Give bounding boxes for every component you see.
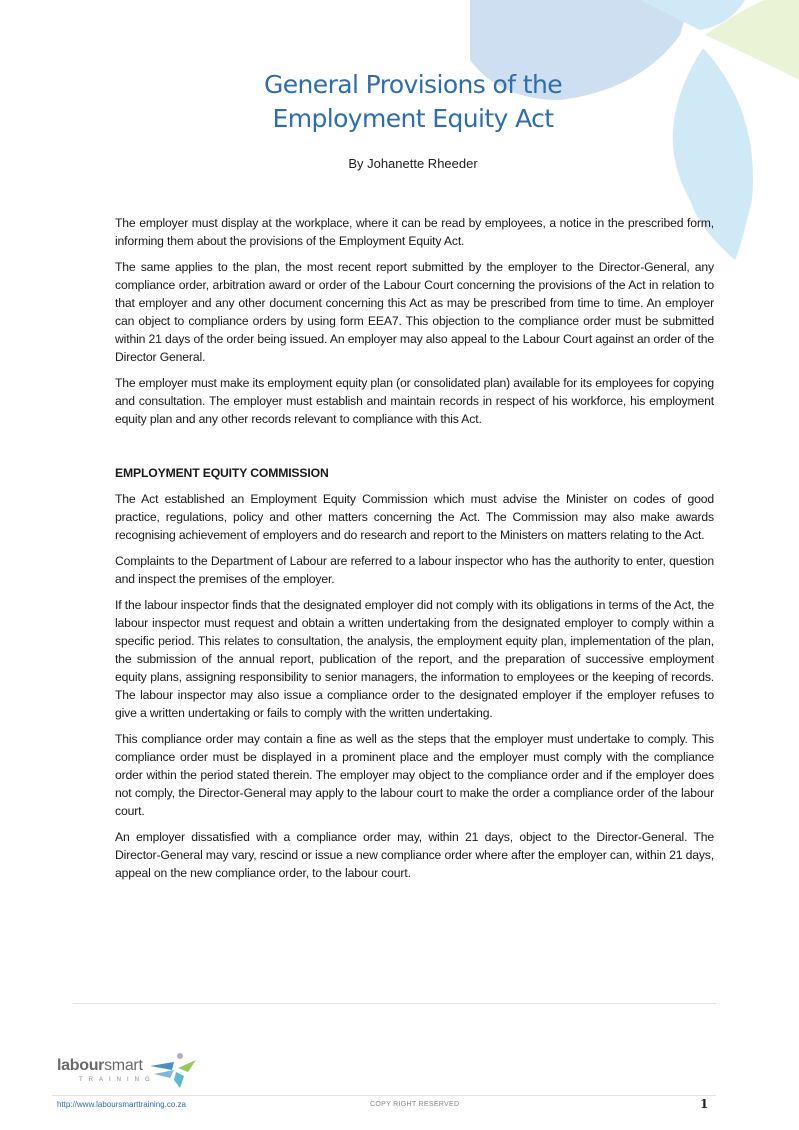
logo-wordmark: [57, 1057, 143, 1075]
laboursmart-logo: [57, 1050, 207, 1090]
document-body: [115, 214, 714, 890]
section-heading: EMPLOYMENT EQUITY COMMISSION: [115, 466, 329, 480]
author-byline: By Johanette Rheeder: [348, 156, 478, 171]
footer-divider-top: [73, 1003, 716, 1004]
page-number: 1: [700, 1097, 709, 1111]
footer-divider-bottom: [52, 1095, 716, 1096]
paragraph: The Act established an Employment Equity Commission which must advise the Minister on codes of good practice, regulations, policy and other matters concerning the Act. The Commission may also make awards recognising achievement of employers and do research and report to the Ministers on matters relating to the Act.: [115, 492, 714, 542]
logo-subtitle: TRAINING: [79, 1077, 156, 1083]
paragraph: Complaints to the Department of Labour are referred to a labour inspector who has the authority to enter, question and inspect the premises of the employer.: [115, 554, 714, 586]
logo-word-light: smart: [104, 1057, 143, 1074]
paragraph: This compliance order may contain a fine as well as the steps that the employer must undertake to comply. This compliance order must be displayed in a prominent place and the employer must comply with the compliance order within the period stated therein. The employer may object to the compliance order and if the employer does not comply, the Director-General may apply to the labour court to make the order a compliance order of the labour court.: [115, 732, 714, 818]
footer-website-link[interactable]: http://www.laboursmarttraining.co.za: [57, 1100, 186, 1109]
title-line-1: General Provisions of the: [263, 70, 563, 99]
paragraph: An employer dissatisfied with a compliance order may, within 21 days, object to the Director-General. The Director-General may vary, rescind or issue a new compliance order where after the employer can, within 21 days, appeal on the new compliance order, to the labour court.: [115, 830, 714, 880]
title-line-2: Employment Equity Act: [272, 104, 554, 133]
footer-copyright: COPY RIGHT RESERVED: [370, 1101, 460, 1108]
paragraph: The same applies to the plan, the most recent report submitted by the employer to the Director-General, any compliance order, arbitration award or order of the Labour Court concerning the provisions of the Act in relation to that employer and any other document concerning this Act as may be prescribed from time to time. An employer can object to compliance orders by using form EEA7. This objection to the compliance order must be submitted within 21 days of the order being issued. An employer may also appeal to the Labour Court against an order of the Director General.: [115, 260, 714, 364]
document-title: [150, 68, 676, 136]
paragraph: If the labour inspector finds that the designated employer did not comply with its obligations in terms of the Act, the labour inspector must request and obtain a written undertaking from the designated employer to comply within a specific period. This relates to consultation, the analysis, the employment equity plan, implementation of the plan, the submission of the annual report, publication of the report, and the preparation of successive employment equity plans, assigning responsibility to senior managers, the information to employees or the keeping of records. The labour inspector may also issue a compliance order to the designated employer if the employer refuses to give a written undertaking or fails to comply with the written undertaking.: [115, 598, 714, 720]
logo-word-bold: labour: [57, 1057, 105, 1074]
paragraph: The employer must make its employment equity plan (or consolidated plan) available for its employees for copying and consultation. The employer must establish and maintain records in respect of his workforce, his employment equity plan and any other records relevant to compliance with this Act.: [115, 376, 714, 426]
paragraph: The employer must display at the workplace, where it can be read by employees, a notice in the prescribed form, informing them about the provisions of the Employment Equity Act.: [115, 216, 714, 248]
logo-flower-icon: [144, 1050, 200, 1090]
